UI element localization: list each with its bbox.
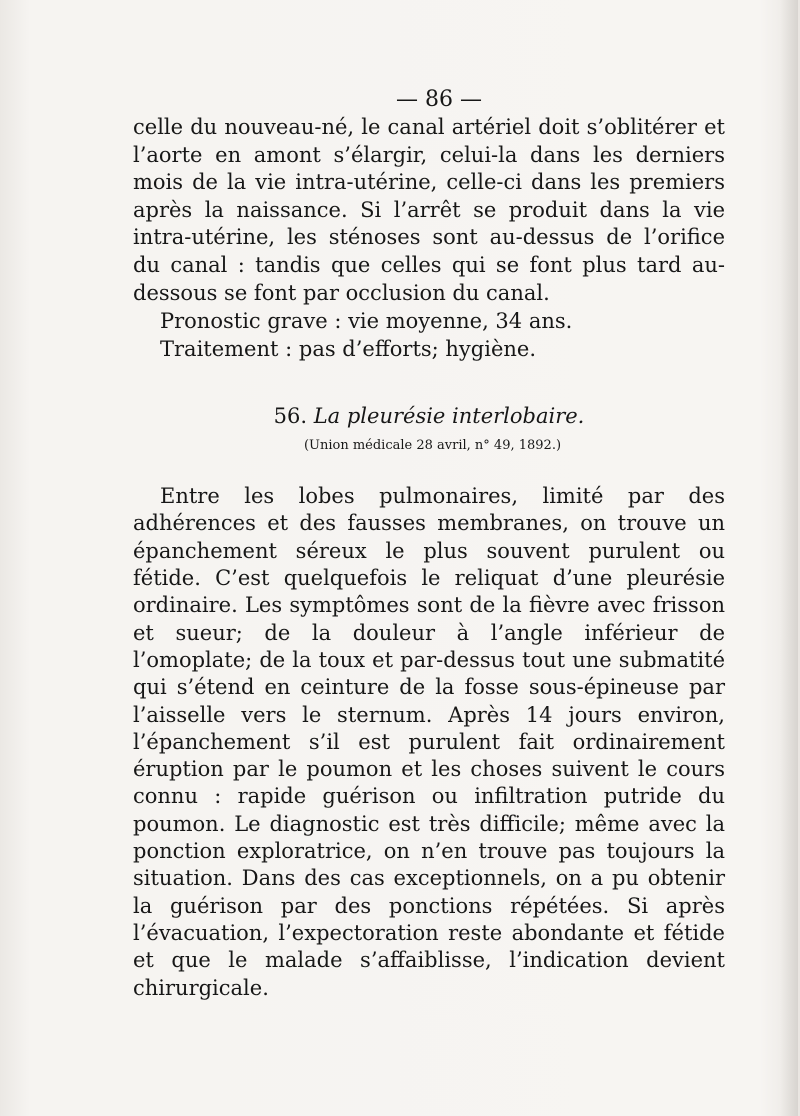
page-edge-shadow	[780, 0, 798, 1116]
section-source: (Union médicale 28 avril, n° 49, 1892.)	[303, 438, 562, 454]
page-number: — 86 —	[396, 87, 482, 112]
prognosis-line: Pronostic grave : vie moyenne, 34 ans.	[160, 309, 573, 334]
page-content	[133, 86, 725, 1023]
paragraph-intro: celle du nouveau-né, le canal artériel doit s’oblitérer et l’aorte en amont s’élargir, celui-la dans les derniers mois de la vie intra-utérine, celle-ci dans les premiers après la naissance. Si l’arrêt se produit dans la vie intra-utérine, les sténoses sont au-dessus de l’orifice du canal : tandis que celles qui se font plus tard au-dessous se font par occlusion du canal.	[133, 115, 725, 305]
treatment-line: Traitement : pas d’efforts; hygiène.	[160, 337, 537, 362]
section-heading	[133, 402, 725, 430]
section-number: 56.	[273, 404, 308, 429]
paragraph-main: Entre les lobes pulmonaires, limité par des adhérences et des fausses membranes, on trouve un épanchement séreux le plus souvent purulent ou fétide. C’est quelquefois le reliquat d’une pleurésie ordinaire. Les symptômes sont de la fièvre avec frisson et sueur; de la douleur à l’angle inférieur de l’omoplate; de la toux et par-dessus tout une submatité qui s’étend en ceinture de la fosse sous-épineuse par l’aisselle vers le sternum. Après 14 jours environ, l’épanchement s’il est purulent fait ordinairement éruption par le poumon et les choses suivent le cours connu : rapide guérison ou infiltration putride du poumon. Le diagnostic est très difficile; même avec la ponction exploratrice, on n’en trouve pas toujours la situation. Dans des cas exceptionnels, on a pu obtenir la guérison par des ponctions répétées. Si après l’évacuation, l’expectoration reste abondante et fétide et que le malade s’affaiblisse, l’indication devient chirurgicale.	[133, 484, 725, 1000]
section-title: La pleurésie interlobaire.	[313, 404, 585, 429]
